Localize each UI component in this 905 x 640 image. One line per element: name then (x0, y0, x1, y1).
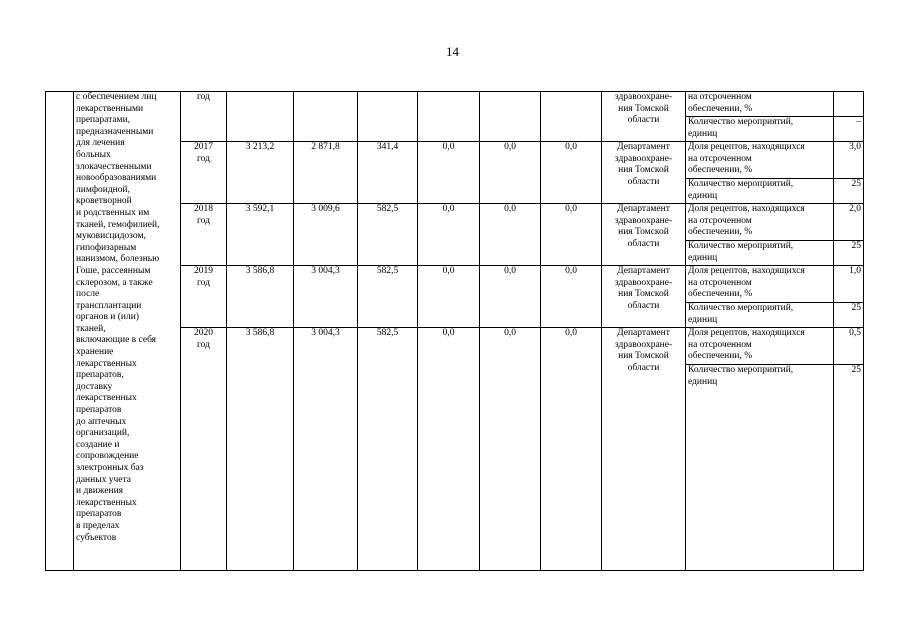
total-cell: 3 586,8 (227, 328, 294, 571)
value-cell: 0,0 (541, 266, 602, 328)
value-cell: 0,0 (418, 328, 480, 571)
year-cell: 2018 год (181, 204, 227, 266)
value-cell (480, 92, 541, 142)
indicator-cell: на отсроченном обеспечении, % (686, 92, 834, 117)
value-cell: 0,0 (480, 328, 541, 571)
indicator-value-cell: 25 (834, 303, 864, 328)
year-cell: год (181, 92, 227, 142)
value-cell (294, 92, 358, 142)
indicator-value-cell: 25 (834, 365, 864, 571)
total-cell: 3 213,2 (227, 142, 294, 204)
year-cell: 2020 год (181, 328, 227, 571)
indicator-value-cell: 25 (834, 241, 864, 266)
value-cell: 582,5 (358, 266, 418, 328)
value-cell: 582,5 (358, 204, 418, 266)
value-cell: 582,5 (358, 328, 418, 571)
value-cell (358, 92, 418, 142)
department-cell: Департамент здравоохране- ния Томской области (602, 328, 686, 571)
department-cell: Департамент здравоохране- ния Томской области (602, 266, 686, 328)
value-cell: 0,0 (480, 204, 541, 266)
indicator-cell: Доля рецептов, находящихся на отсроченном обеспечении, % (686, 328, 834, 365)
value-cell (418, 92, 480, 142)
value-cell: 0,0 (541, 204, 602, 266)
total-cell: 3 586,8 (227, 266, 294, 328)
indicator-value-cell: 25 (834, 179, 864, 204)
indicator-value-cell: 3,0 (834, 142, 864, 179)
description-cell: с обеспечением лиц лекарственными препаратами, предназначенными для лечения больных злокачественными новообразованиями лимфоидной, кроветворной и родственных им тканей, гемофилией, муковисцидозом, гипофизарным нанизмом, болезнью Гоше, рассеянным склерозом, а также после трансплантации органов и (или) тканей, включающие в себя хранение лекарственных препаратов, доставку лекарственных препаратов до аптечных организаций, создание и сопровождение электронных баз данных учета и движения лекарственных препаратов в пределах субъектов (74, 92, 181, 571)
department-cell: Департамент здравоохране- ния Томской области (602, 142, 686, 204)
value-cell: 0,0 (480, 266, 541, 328)
value-cell: 3 004,3 (294, 266, 358, 328)
value-cell: 2 871,8 (294, 142, 358, 204)
value-cell: 0,0 (541, 142, 602, 204)
value-cell: 3 004,3 (294, 328, 358, 571)
value-cell: 3 009,6 (294, 204, 358, 266)
indicator-cell: Количество мероприятий, единиц (686, 303, 834, 328)
department-cell: Департамент здравоохране- ния Томской области (602, 204, 686, 266)
value-cell: 0,0 (418, 142, 480, 204)
value-cell: 0,0 (418, 266, 480, 328)
indicator-value-cell: 2,0 (834, 204, 864, 241)
indicator-cell: Количество мероприятий, единиц (686, 365, 834, 571)
program-table (45, 91, 864, 571)
indicator-value-cell: – (834, 117, 864, 142)
indicator-cell: Доля рецептов, находящихся на отсроченном обеспечении, % (686, 204, 834, 241)
year-cell: 2019 год (181, 266, 227, 328)
index-cell (46, 92, 74, 571)
value-cell: 0,0 (541, 328, 602, 571)
indicator-cell: Количество мероприятий, единиц (686, 241, 834, 266)
department-cell: здравоохране- ния Томской области (602, 92, 686, 142)
total-cell (227, 92, 294, 142)
table-row (46, 92, 864, 117)
indicator-value-cell: 0,5 (834, 328, 864, 365)
indicator-cell: Количество мероприятий, единиц (686, 179, 834, 204)
total-cell: 3 592,1 (227, 204, 294, 266)
program-table-container (45, 91, 864, 571)
indicator-value-cell: 1,0 (834, 266, 864, 303)
indicator-cell: Количество мероприятий, единиц (686, 117, 834, 142)
value-cell: 341,4 (358, 142, 418, 204)
indicator-cell: Доля рецептов, находящихся на отсроченном обеспечении, % (686, 266, 834, 303)
year-cell: 2017 год (181, 142, 227, 204)
indicator-value-cell (834, 92, 864, 117)
indicator-cell: Доля рецептов, находящихся на отсроченном обеспечении, % (686, 142, 834, 179)
value-cell (541, 92, 602, 142)
value-cell: 0,0 (480, 142, 541, 204)
value-cell: 0,0 (418, 204, 480, 266)
page-number: 14 (446, 44, 459, 59)
